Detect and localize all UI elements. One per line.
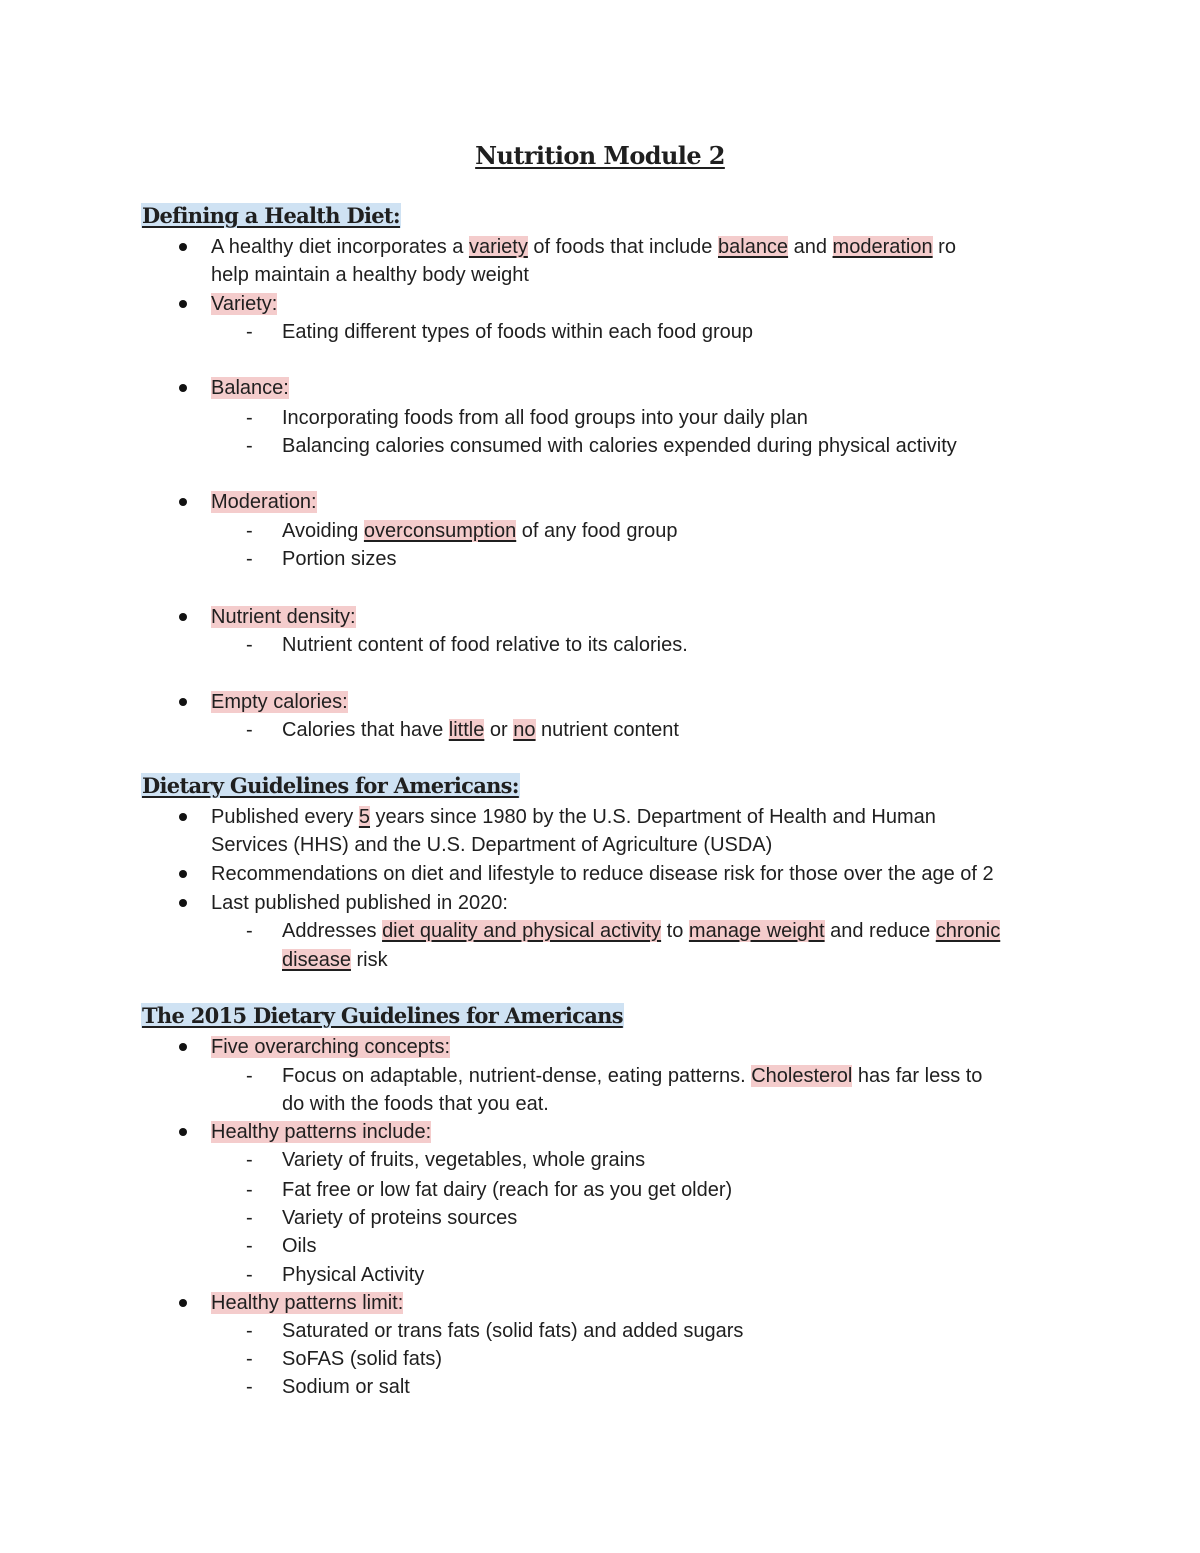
list-item-patterns-include: Healthy patterns include: [211, 1121, 432, 1143]
sub-item: Variety of fruits, vegetables, whole grains [282, 1149, 646, 1171]
list-item-last-published: Last published published in 2020: [211, 892, 508, 914]
sub-item: Fat free or low fat dairy (reach for as you get older) [282, 1179, 733, 1201]
dash-icon: - [246, 1320, 253, 1342]
list-item-variety: Variety: [211, 293, 278, 315]
dash-icon: - [246, 1348, 253, 1370]
dash-icon: - [246, 1149, 253, 1171]
sub-item: Focus on adaptable, nutrient-dense, eating patterns. Cholesterol has far less to [282, 1065, 983, 1087]
dash-icon: - [246, 1264, 253, 1286]
sub-item: Sodium or salt [282, 1376, 410, 1398]
sub-item-cont: disease risk [282, 949, 388, 971]
list-item-nutrient-density: Nutrient density: [211, 606, 356, 628]
bullet-icon [179, 1128, 187, 1136]
sub-item: Variety of proteins sources [282, 1207, 518, 1229]
list-item-intro: A healthy diet incorporates a variety of foods that include balance and moderation ro [211, 236, 956, 258]
list-item-balance: Balance: [211, 377, 289, 399]
dash-icon: - [246, 1065, 253, 1087]
list-item-intro-cont: help maintain a healthy body weight [211, 264, 529, 286]
list-item-empty-calories: Empty calories: [211, 691, 348, 713]
sub-item: Eating different types of foods within each food group [282, 321, 754, 343]
bullet-icon [179, 813, 187, 821]
sub-item: SoFAS (solid fats) [282, 1348, 443, 1370]
list-item-published: Published every 5 years since 1980 by the U.S. Department of Health and Human [211, 806, 936, 828]
sub-item: Avoiding overconsumption of any food group [282, 520, 678, 542]
section-heading-dietary-guidelines: Dietary Guidelines for Americans: [142, 773, 519, 798]
list-item-patterns-limit: Healthy patterns limit: [211, 1292, 404, 1314]
list-item-recommendations: Recommendations on diet and lifestyle to reduce disease risk for those over the age of 2 [211, 863, 994, 885]
section-heading-healthy-diet: Defining a Health Diet: [142, 203, 400, 228]
sub-item: Balancing calories consumed with calories expended during physical activity [282, 435, 957, 457]
bullet-icon [179, 300, 187, 308]
bullet-icon [179, 899, 187, 907]
list-item-published-cont: Services (HHS) and the U.S. Department of Agriculture (USDA) [211, 834, 773, 856]
dash-icon: - [246, 520, 253, 542]
sub-item: Oils [282, 1235, 317, 1257]
bullet-icon [179, 498, 187, 506]
document-title: Nutrition Module 2 [475, 141, 725, 170]
dash-icon: - [246, 1207, 253, 1229]
section-heading-2015-guidelines: The 2015 Dietary Guidelines for Americans [142, 1003, 623, 1028]
sub-item: Nutrient content of food relative to its calories. [282, 634, 688, 656]
dash-icon: - [246, 1376, 253, 1398]
sub-item: Addresses diet quality and physical activity to manage weight and reduce chronic [282, 920, 1001, 942]
dash-icon: - [246, 1179, 253, 1201]
dash-icon: - [246, 634, 253, 656]
sub-item: Calories that have little or no nutrient content [282, 719, 679, 741]
dash-icon: - [246, 407, 253, 429]
sub-item: Incorporating foods from all food groups into your daily plan [282, 407, 808, 429]
dash-icon: - [246, 321, 253, 343]
dash-icon: - [246, 1235, 253, 1257]
list-item-five-concepts: Five overarching concepts: [211, 1036, 451, 1058]
dash-icon: - [246, 548, 253, 570]
bullet-icon [179, 243, 187, 251]
dash-icon: - [246, 920, 253, 942]
sub-item: Portion sizes [282, 548, 397, 570]
dash-icon: - [246, 435, 253, 457]
bullet-icon [179, 384, 187, 392]
bullet-icon [179, 1299, 187, 1307]
sub-item-cont: do with the foods that you eat. [282, 1093, 549, 1115]
bullet-icon [179, 870, 187, 878]
bullet-icon [179, 1043, 187, 1051]
bullet-icon [179, 698, 187, 706]
sub-item: Saturated or trans fats (solid fats) and added sugars [282, 1320, 744, 1342]
list-item-moderation: Moderation: [211, 491, 317, 513]
sub-item: Physical Activity [282, 1264, 425, 1286]
bullet-icon [179, 613, 187, 621]
dash-icon: - [246, 719, 253, 741]
